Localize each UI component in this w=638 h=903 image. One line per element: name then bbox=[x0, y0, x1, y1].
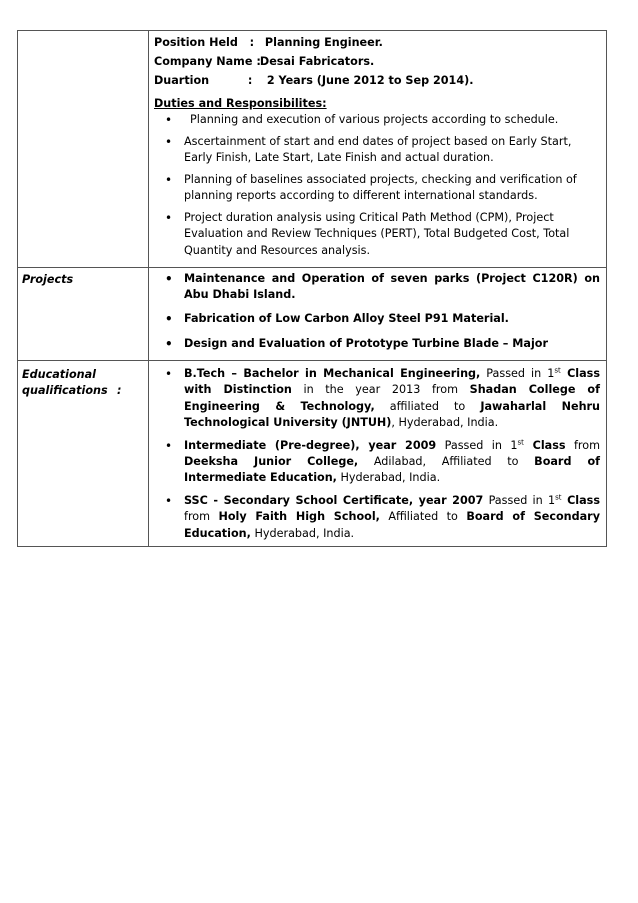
education-row bbox=[18, 361, 607, 547]
duration-key: Duartion bbox=[154, 74, 210, 87]
education-list bbox=[154, 366, 600, 542]
projects-label: Projects bbox=[22, 273, 74, 286]
list-item: • Project duration analysis using Critical Path Method (CPM), Project Evaluation and Review Techniques (PERT), Total Budgeted Cost, Total Quantity and Resources analysis. bbox=[165, 210, 570, 257]
list-item: • Design and Evaluation of Prototype Turbine Blade – Major bbox=[165, 337, 549, 351]
projects-row bbox=[18, 268, 607, 361]
position-line bbox=[154, 34, 600, 53]
list-item: • SSC - Secondary School Certificate, year 2007 Passed in 1st Class from Holy Faith High School, Affiliated to Board of Secondary Education, Hyderabad, India. bbox=[165, 493, 601, 540]
resume-table bbox=[17, 30, 607, 547]
company-line bbox=[154, 53, 600, 72]
education-label: Educational qualifications : bbox=[22, 368, 122, 397]
projects-list-cell bbox=[149, 268, 607, 361]
duties-list bbox=[154, 112, 600, 259]
bullet-icon: • bbox=[165, 113, 173, 127]
bullet-icon: • bbox=[165, 367, 173, 381]
duration-value: 2 Years (June 2012 to Sep 2014). bbox=[266, 74, 474, 87]
bullet-icon: • bbox=[165, 337, 173, 351]
experience-row bbox=[18, 31, 607, 268]
duties-heading: Duties and Responsibilites: bbox=[154, 97, 327, 110]
list-item: • Maintenance and Operation of seven parks (Project C120R) on Abu Dhabi Island. bbox=[165, 272, 600, 301]
position-value: Planning Engineer. bbox=[264, 36, 383, 49]
duration-colon: : bbox=[247, 74, 253, 87]
list-item: • Intermediate (Pre-degree), year 2009 Passed in 1st Class from Deeksha Junior College, Adilabad, Affiliated to Board of Intermediate Education, Hyderabad, India. bbox=[165, 437, 601, 485]
bullet-icon: • bbox=[165, 134, 173, 149]
list-item: • Planning of baselines associated projects, checking and verification of planning reports according to different international standards. bbox=[165, 172, 577, 202]
experience-label-cell bbox=[18, 31, 149, 268]
bullet-icon: • bbox=[165, 210, 173, 225]
projects-label-cell bbox=[18, 268, 149, 361]
company-value: Desai Fabricators. bbox=[259, 55, 375, 68]
experience-details-cell bbox=[149, 31, 607, 268]
bullet-icon: • bbox=[165, 172, 173, 187]
projects-list bbox=[154, 271, 600, 352]
duration-line bbox=[154, 72, 600, 91]
list-item: • Planning and execution of various projects according to schedule. bbox=[165, 113, 559, 127]
bullet-icon: • bbox=[165, 438, 173, 453]
bullet-icon: • bbox=[165, 493, 173, 508]
education-list-cell bbox=[149, 361, 607, 547]
bullet-icon: • bbox=[165, 312, 173, 326]
education-label-cell bbox=[18, 361, 149, 547]
company-key: Company Name : bbox=[154, 55, 261, 68]
list-item: • Ascertainment of start and end dates of project based on Early Start, Early Finish, Late Start, Late Finish and actual duration. bbox=[165, 134, 572, 164]
position-key: Position Held : bbox=[154, 36, 255, 49]
bullet-icon: • bbox=[165, 272, 173, 286]
list-item: • Fabrication of Low Carbon Alloy Steel P91 Material. bbox=[165, 312, 509, 326]
list-item: • B.Tech – Bachelor in Mechanical Engineering, Passed in 1st Class with Distinction in the year 2013 from Shadan College of Engineering & Technology, affiliated to Jawaharlal Nehru Technological University (JNTUH), Hyderabad, India. bbox=[165, 366, 601, 430]
